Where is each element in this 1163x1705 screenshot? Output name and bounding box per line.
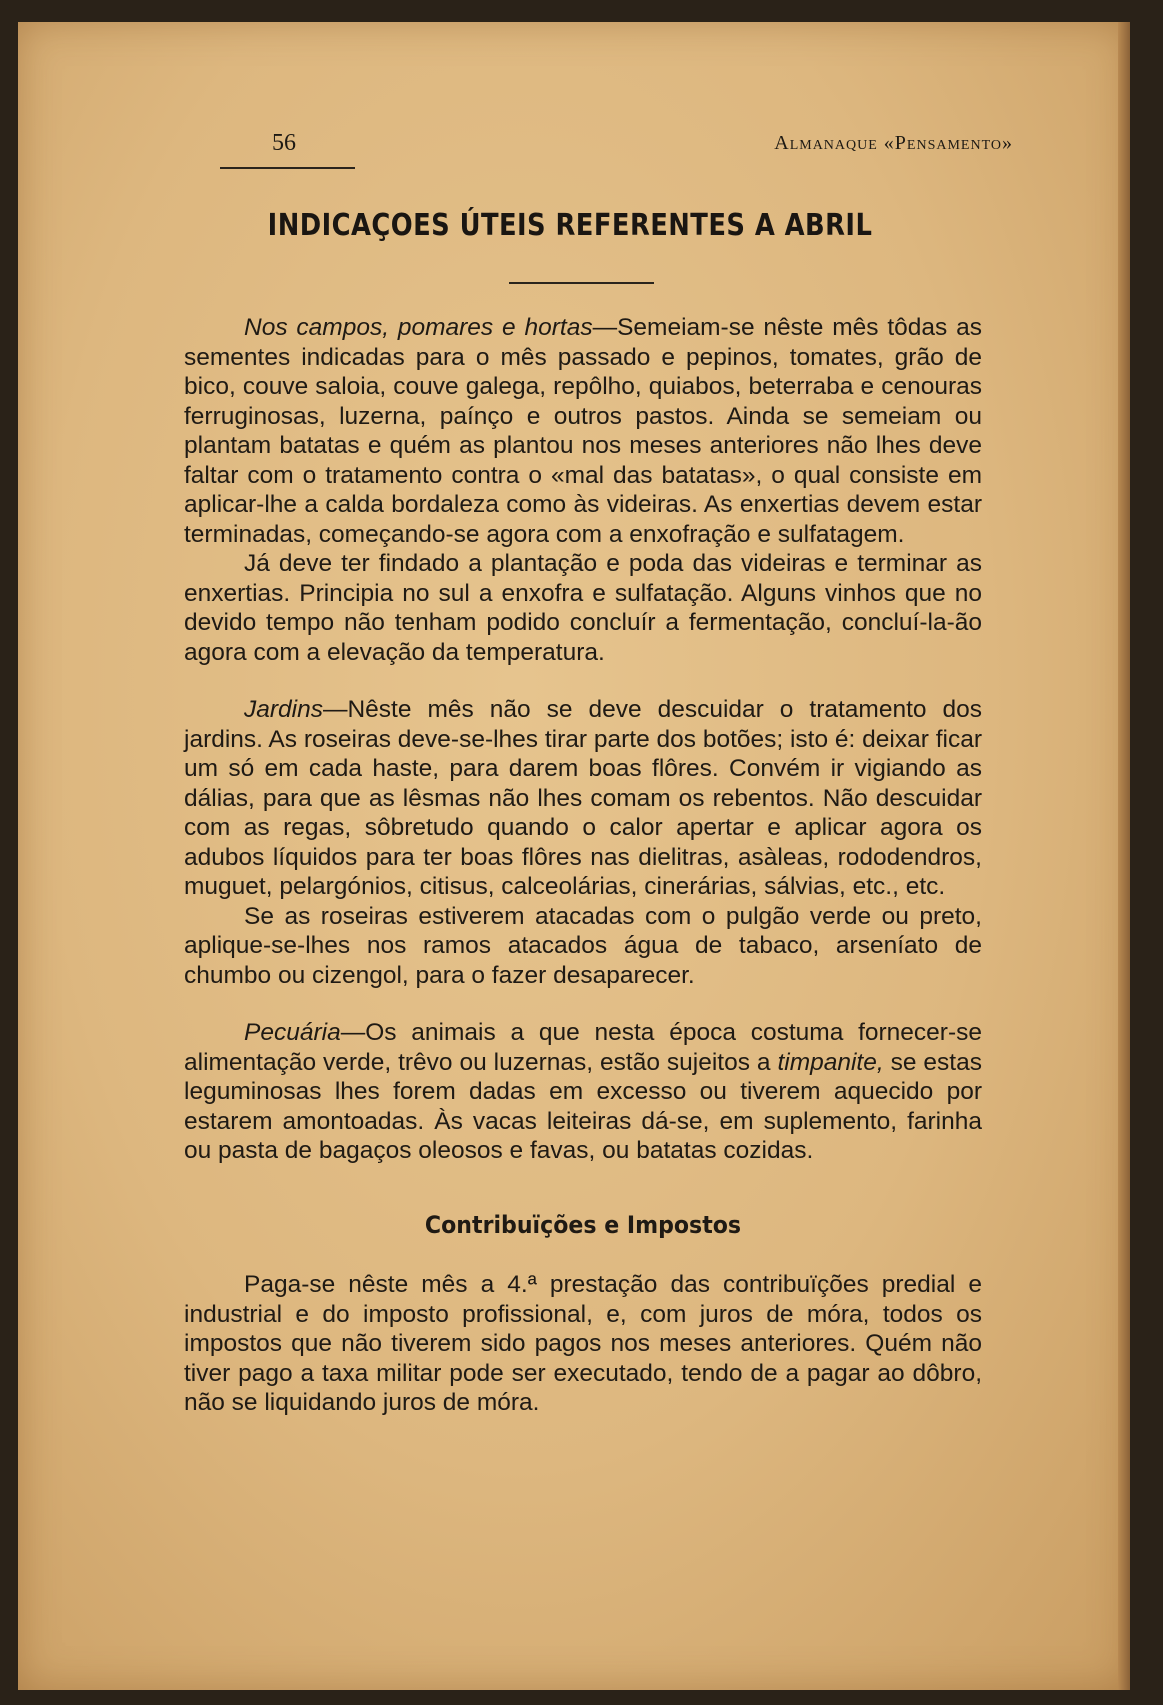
title-rule: [509, 282, 654, 284]
text-campos-1: —Semeiam-se nêste mês tôdas as sementes indicadas para o mês passado e pepinos, tomates, grão de bico, couve saloia, couve galega, repôlho, quiabos, beterraba e cenouras ferruginosas, luzerna, paínço e outros pastos. Ainda se semeiam ou plantam batatas e quém as plantou nos meses anteriores não lhes deve faltar com o tratamento contra o «mal das batatas», o qual consiste em aplicar-lhe a calda bordaleza como às videiras. As enxertias devem estar terminadas, começando-se agora com a enxofração e sulfatagem.: [184, 314, 982, 548]
header-rule: [220, 167, 355, 169]
paragraph-jardins: [184, 695, 982, 902]
subheading-contribuicoes: Contribuïções e Impostos: [424, 1210, 742, 1239]
paragraph-campos-2: Já deve ter findado a plantação e poda das videiras e terminar as enxertias. Principia no sul a enxofra e sulfatação. Alguns vinhos que no devido tempo não tenham podido concluír a fermentação, concluí-la-ão agora com a elevação da temperatura.: [184, 550, 982, 666]
running-title: Almanaque «Pensamento»: [774, 132, 1013, 154]
paragraph-jardins-2: Se as roseiras estiverem atacadas com o pulgão verde ou preto, aplique-se-lhes nos ramos atacados água de tabaco, arseníato de chumbo ou cizengol, para o fazer desaparecer.: [184, 902, 982, 989]
article-body: [184, 313, 982, 1418]
text-pecuaria-b: se estas leguminosas lhes forem dadas em excesso ou tiverem aquecido por estarem amontoadas. Às vacas leiteiras dá-se, em suplemento, farinha ou pasta de bagaços oleosos e favas, ou batatas cozidas.: [184, 1048, 982, 1164]
heading-campos: Nos campos, pomares e hortas: [244, 314, 593, 341]
heading-jardins: Jardins: [244, 696, 323, 723]
heading-pecuaria: Pecuária: [244, 1019, 341, 1046]
paragraph-contribuicoes: Paga-se nêste mês a 4.ª prestação das contribuïções predial e industrial e do imposto profissional, e, com juros de móra, todos os impostos que não tiverem sido pagos nos meses anteriores. Quém não tiver pago a taxa militar pode ser executado, tendo de a pagar ao dôbro, não se liquidando juros de móra.: [184, 1271, 982, 1416]
page-header: [220, 130, 1013, 160]
text-pecuaria-a: —Os animais a que nesta época costuma fornecer-se alimentação verde, trêvo ou luzernas, estão sujeitos a: [184, 1019, 982, 1076]
page-title: INDICAÇOES ÚTEIS REFERENTES A ABRIL: [267, 208, 873, 243]
term-timpanite: timpanite,: [777, 1048, 884, 1076]
page-number: 56: [272, 130, 296, 156]
text-jardins-1: —Nêste mês não se deve descuidar o tratamento dos jardins. As roseiras deve-se-lhes tirar parte dos botões; isto é: deixar ficar um só em cada haste, para darem boas flôres. Convém ir vigiando as dálias, para que as lêsmas não lhes comam os rebentos. Não descuidar com as regas, sôbretudo quando o calor apertar e aplicar agora os adubos líquidos para ter boas flôres nas dielitras, asàleas, rododendros, muguet, pelargónios, citisus, calceolárias, cinerárias, sálvias, etc., etc.: [184, 696, 982, 900]
paragraph-pecuaria: [184, 1018, 982, 1166]
paragraph-campos: [184, 313, 982, 549]
page-gutter: [1118, 22, 1130, 1690]
